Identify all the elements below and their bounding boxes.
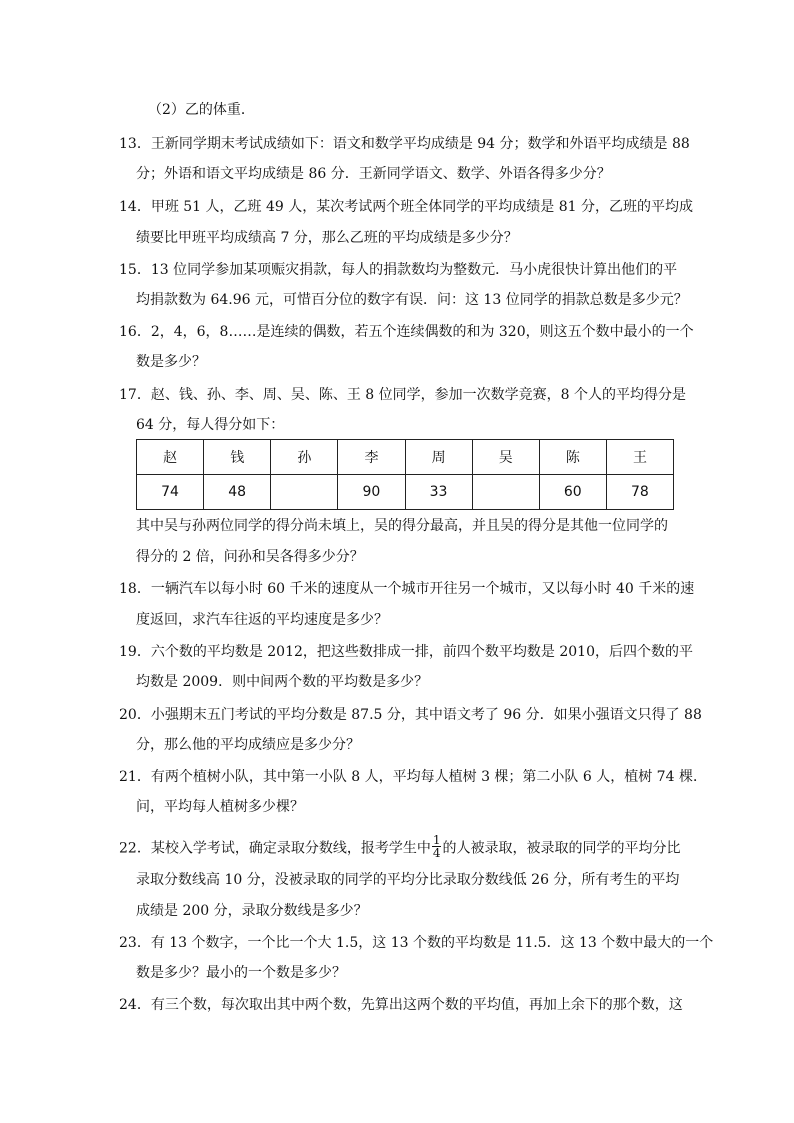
- table-header-cell: 周: [405, 440, 472, 475]
- table-value-cell: [271, 475, 338, 510]
- text-line-q17-cont2: 其中吴与孙两位同学的得分尚未填上，吴的得分最高，并且吴的得分是其他一位同学的: [136, 518, 668, 534]
- table-value-cell: 48: [204, 475, 271, 510]
- table-header-cell: 李: [338, 440, 405, 475]
- text-line-q13-cont: 分；外语和语文平均成绩是 86 分．王新同学语文、数学、外语各得多少分？: [136, 166, 611, 182]
- text-line-q17-cont3: 得分的 2 倍，问孙和吴各得多少分？: [136, 549, 364, 565]
- text-line-q16: 16．2，4，6，8……是连续的偶数，若五个连续偶数的和为 320，则这五个数中最小的一个: [119, 324, 694, 340]
- score-table-value-row: [137, 475, 674, 510]
- text-line-q12-part2: （2）乙的体重．: [148, 102, 255, 118]
- text-line-q23-cont: 数是多少？最小的一个数是多少？: [136, 965, 346, 981]
- text-line-q22: [119, 833, 681, 860]
- table-value-cell: 90: [338, 475, 405, 510]
- score-table: [136, 439, 674, 510]
- fraction-numerator: 1: [432, 833, 441, 847]
- text-line-q24: 24．有三个数，每次取出其中两个数，先算出这两个数的平均值，再加上余下的那个数，这: [119, 997, 683, 1013]
- text-line-q18: 18．一辆汽车以每小时 60 千米的速度从一个城市开往另一个城市，又以每小时 40 千米的速: [119, 581, 695, 597]
- text-line-q23: 23．有 13 个数字，一个比一个大 1.5，这 13 个数的平均数是 11.5．这 13 个数中最大的一个: [119, 935, 714, 951]
- fraction-one-quarter: [432, 834, 442, 859]
- text-line-q18-cont: 度返回，求汽车往返的平均速度是多少？: [136, 612, 388, 628]
- table-value-cell: 78: [606, 475, 673, 510]
- q22-text-after: 的人被录取，被录取的同学的平均分比: [442, 840, 681, 857]
- table-header-cell: 陈: [539, 440, 606, 475]
- text-line-q13: 13．王新同学期末考试成绩如下：语文和数学平均成绩是 94 分；数学和外语平均成绩是 88: [119, 136, 690, 152]
- table-header-cell: 吴: [472, 440, 539, 475]
- table-value-cell: 60: [539, 475, 606, 510]
- q22-text-before: 22．某校入学考试，确定录取分数线，报考学生中: [119, 840, 431, 857]
- table-header-cell: 钱: [204, 440, 271, 475]
- table-header-cell: 赵: [137, 440, 204, 475]
- text-line-q15: 15．13 位同学参加某项赈灾捐款，每人的捐款数均为整数元．马小虎很快计算出他们的平: [119, 262, 678, 278]
- table-value-cell: [472, 475, 539, 510]
- table-value-cell: 74: [137, 475, 204, 510]
- text-line-q19: 19．六个数的平均数是 2012，把这些数排成一排，前四个数平均数是 2010，后四个数的平: [119, 644, 693, 660]
- text-line-q22-cont2: 成绩是 200 分，录取分数线是多少？: [136, 903, 368, 919]
- table-header-cell: 王: [606, 440, 673, 475]
- text-line-q21: 21．有两个植树小队，其中第一小队 8 人，平均每人植树 3 棵；第二小队 6 人，植树 74 棵．: [119, 769, 707, 785]
- text-line-q21-cont: 问，平均每人植树多少棵？: [136, 799, 304, 815]
- text-line-q22-cont: 录取分数线高 10 分，没被录取的同学的平均分比录取分数线低 26 分，所有考生的平均: [136, 872, 680, 888]
- text-line-q20: 20．小强期末五门考试的平均分数是 87.5 分，其中语文考了 96 分．如果小强语文只得了 88: [119, 707, 702, 723]
- text-line-q17: 17．赵、钱、孙、李、周、吴、陈、王 8 位同学，参加一次数学竞赛，8 个人的平均得分是: [119, 387, 686, 403]
- text-line-q17-cont: 64 分，每人得分如下：: [136, 417, 285, 433]
- table-header-cell: 孙: [271, 440, 338, 475]
- text-line-q14: 14．甲班 51 人，乙班 49 人，某次考试两个班全体同学的平均成绩是 81 分，乙班的平均成: [119, 199, 693, 215]
- text-line-q20-cont: 分，那么他的平均成绩应是多少分？: [136, 737, 360, 753]
- text-line-q19-cont: 均数是 2009．则中间两个数的平均数是多少？: [136, 674, 429, 690]
- score-table-header-row: [137, 440, 674, 475]
- text-line-q15-cont: 均捐款数为 64.96 元，可惜百分位的数字有误．问：这 13 位同学的捐款总数是多少元？: [136, 292, 688, 308]
- text-line-q16-cont: 数是多少？: [136, 354, 206, 370]
- text-line-q14-cont: 绩要比甲班平均成绩高 7 分，那么乙班的平均成绩是多少分？: [136, 230, 518, 246]
- fraction-denominator: 4: [432, 846, 441, 860]
- table-value-cell: 33: [405, 475, 472, 510]
